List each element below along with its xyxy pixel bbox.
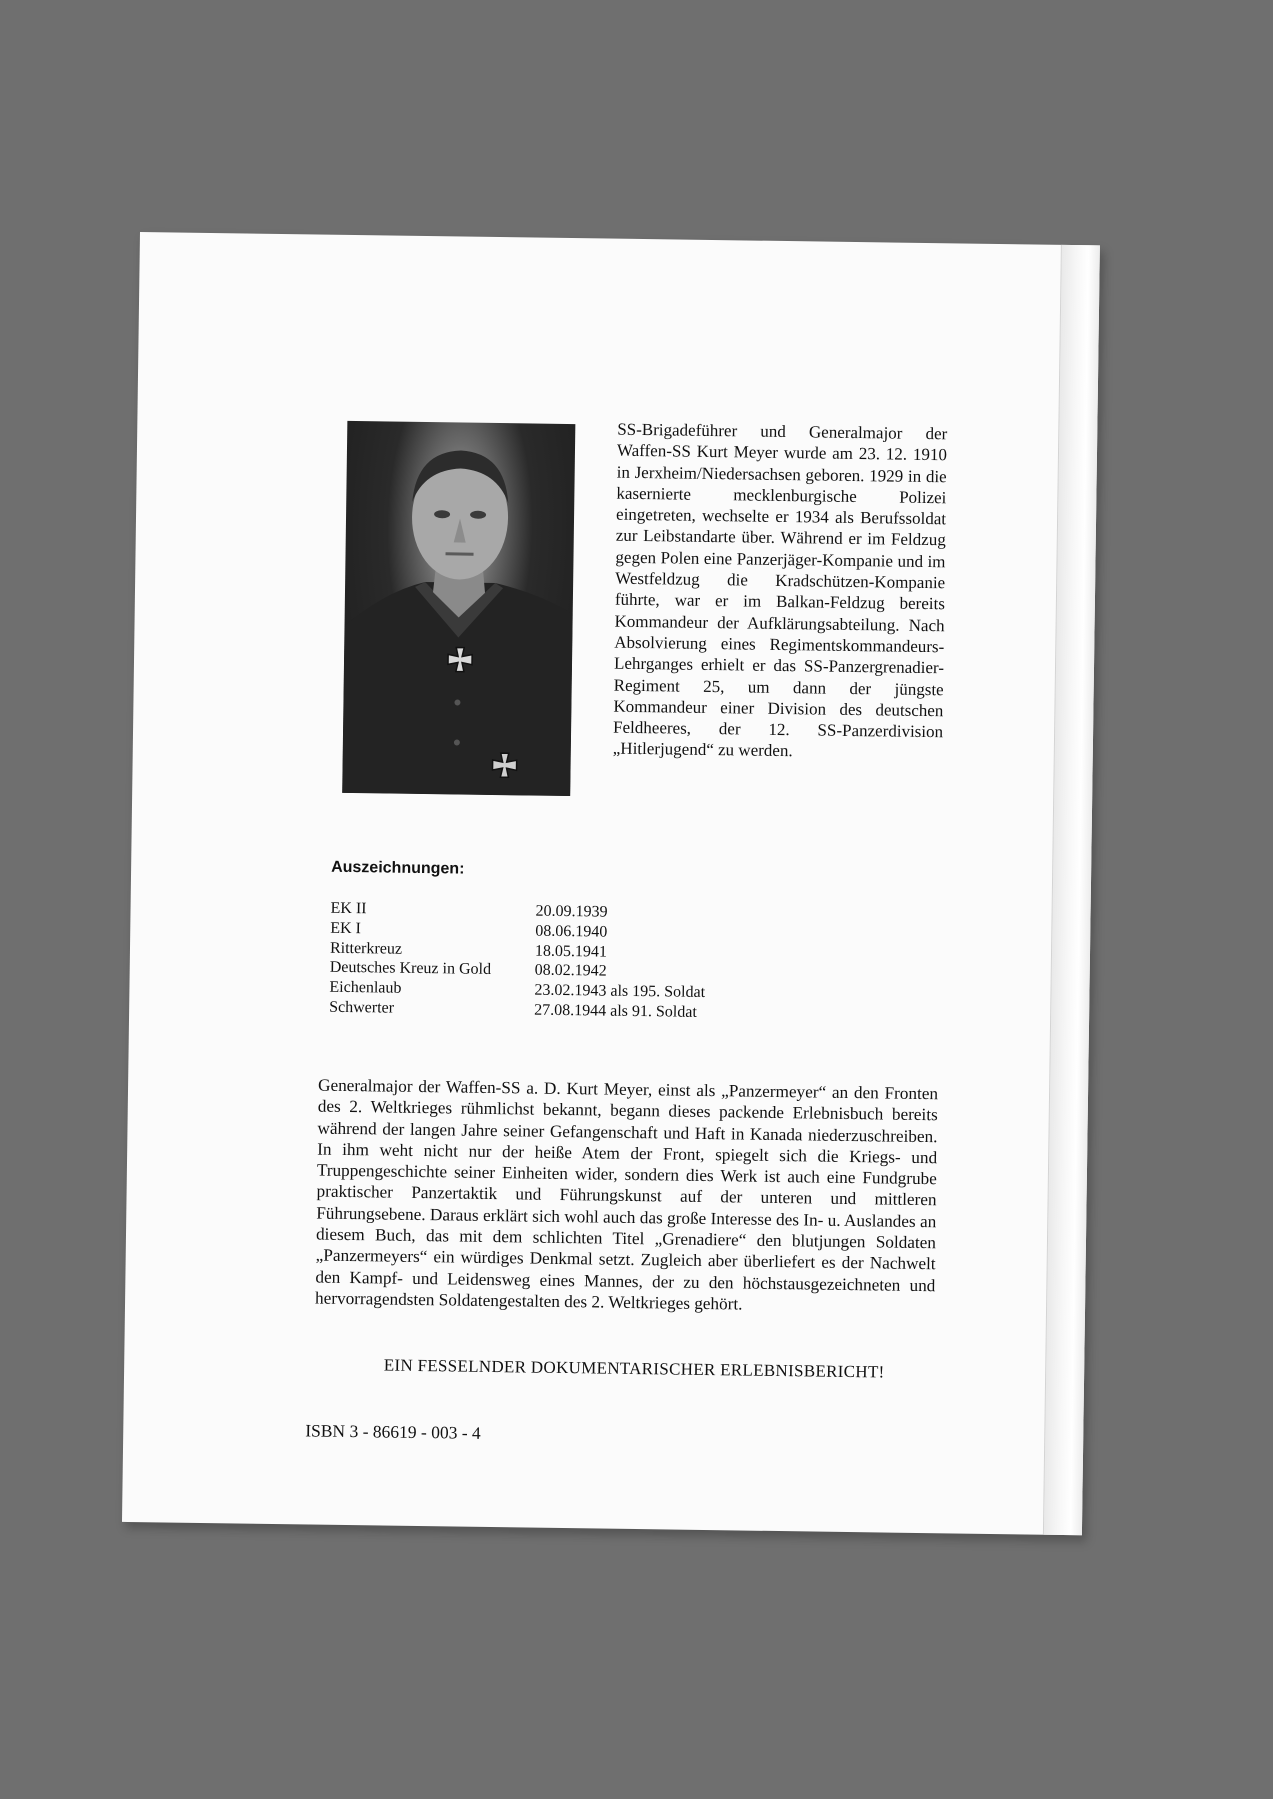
award-date: 08.02.1942 (534, 961, 607, 980)
biography-text: SS-Brigadeführer und Generalmajor der Waffen-SS Kurt Meyer wurde am 23. 12. 1910 in Jerxheim/Niedersachsen geboren. 1929 in die kasernierte mecklenburgische Polizei eingetreten, wechselte er 1934 als Berufssoldat zur Leibstandarte über. Während er im Feldzug gegen Polen eine Panzerjäger-Kompanie und im Westfeldzug die Kradschützen-Kompanie führte, war er im Balkan-Feldzug bereits Kommandeur der Aufklärungsabteilung. Nach Absolvierung eines Regimentskommandeurs-Lehrganges erhielt er das SS-Panzergrenadier-Regiment 25, um dann der jüngste Kommandeur einer Division des deutschen Feldheeres, der 12. SS-Panzerdivision „Hitlerjugend“ zu werden. (612, 419, 948, 761)
book-back-cover (122, 232, 1100, 1535)
award-date: 27.08.1944 als 91. Soldat (534, 1001, 697, 1021)
award-name: Eichenlaub (329, 978, 402, 997)
cover-edge (1043, 245, 1100, 1535)
award-name: Schwerter (329, 998, 395, 1017)
award-name: EK I (330, 919, 362, 937)
award-name: Deutsches Kreuz in Gold (329, 959, 492, 979)
portrait-figure (342, 421, 575, 796)
award-date: 18.05.1941 (534, 942, 608, 961)
portrait-photo (342, 421, 575, 796)
award-row (329, 998, 705, 1023)
award-date: 23.02.1943 als 195. Soldat (534, 981, 706, 1002)
isbn-number: ISBN 3 - 86619 - 003 - 4 (305, 1420, 481, 1443)
award-date: 20.09.1939 (535, 902, 608, 921)
book-description: Generalmajor der Waffen-SS a. D. Kurt Meyer, einst als „Panzermeyer“ an den Fronten des 2. Weltkrieges rühmlichst bekannt, begann dieses packende Erlebnisbuch bereits während der langen Jahre seiner Gefangenschaft und Haft in Kanada niederzuschreiben. In ihm weht nicht nur der heiße Atem der Front, spiegelt sich die Kriegs- und Truppengeschichte seiner Einheiten wider, sondern dies Werk ist auch eine Fundgrube praktischer Panzertaktik und Führungskunst auf der unteren und mittleren Führungsebene. Daraus erklärt sich wohl auch das große Interesse des In- u. Auslandes an diesem Buch, das mit dem schlichten Titel „Grenadiere“ den blutjungen Soldaten „Panzermeyers“ ein würdiges Denkmal setzt. Zugleich aber überliefert es der Nachwelt den Kampf- und Leidensweg eines Mannes, der zu den höchstausgezeichneten und hervorragendsten Soldatengestalten des 2. Weltkrieges gehört. (315, 1075, 939, 1314)
award-name: Ritterkreuz (329, 939, 403, 958)
award-name: EK II (330, 899, 367, 918)
awards-list (329, 899, 706, 1023)
tagline: EIN FESSELNDER DOKUMENTARISCHER ERLEBNISBERICHT! (383, 1355, 885, 1382)
award-date: 08.06.1940 (535, 922, 608, 941)
awards-heading: Auszeichnungen: (331, 858, 465, 878)
